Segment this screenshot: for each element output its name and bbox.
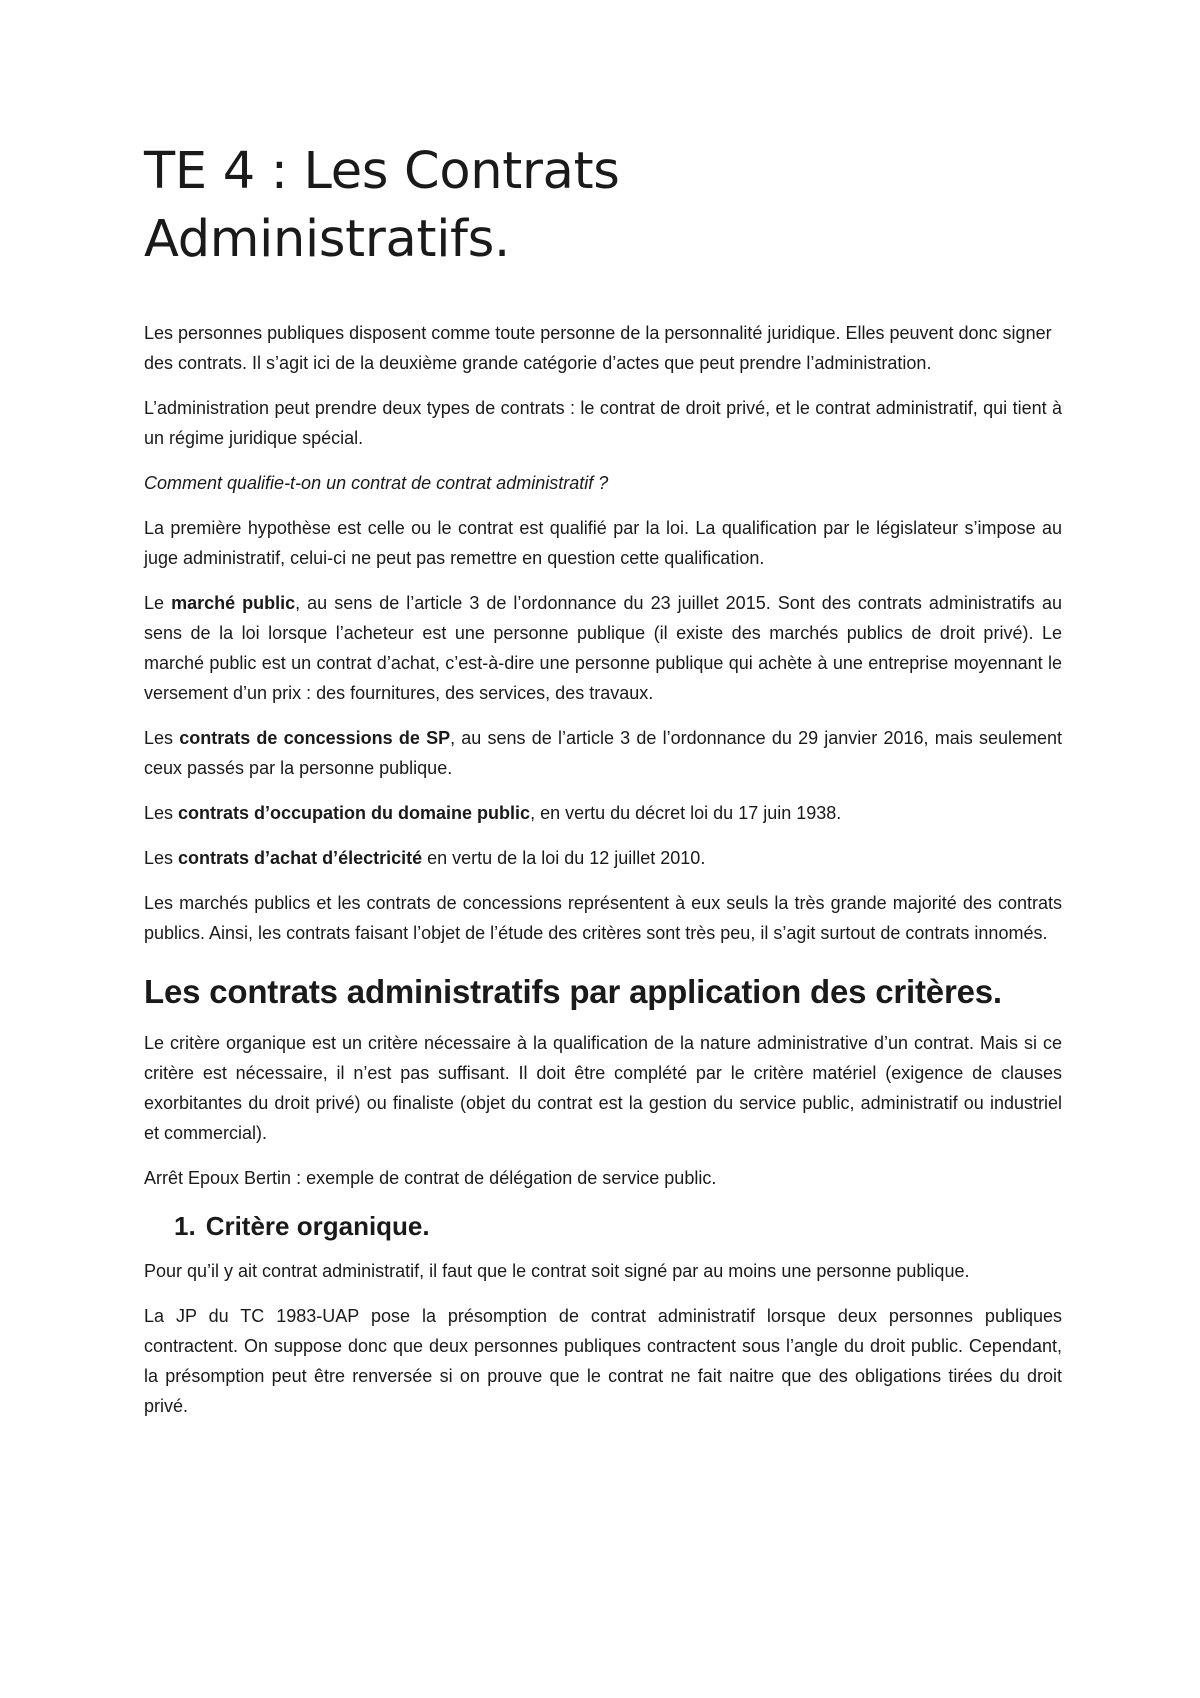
paragraph-organique: Pour qu’il y ait contrat administratif, il faut que le contrat soit signé par au moins une personne publique. [144,1261,970,1281]
text-run: , au sens de l’article 3 de l’ordonnance du 23 juillet 2015. Sont des contrats administratifs au sens de la loi lorsque l’acheteur est une personne publique (il existe des marchés publics de droit privé). Le marché public est un contrat d’achat, c’est-à-dire une personne publique qui achète à une entreprise moyennant le versement d’un prix : des fournitures, des services, des travaux. [144,593,1062,703]
text-run: , en vertu du décret loi du 17 juin 1938. [530,803,842,823]
question-text: Comment qualifie-t-on un contrat de contrat administratif ? [144,473,609,493]
subsection-title: Critère organique. [205,1211,430,1241]
title-line-1: TE 4 : Les Contrats [144,142,620,201]
text-run: Les [144,728,180,748]
text-run: Le [144,593,172,613]
paragraph-electricite [144,843,1062,873]
paragraph-arret: Arrêt Epoux Bertin : exemple de contrat de délégation de service public. [144,1168,717,1188]
bold-term-electricite: contrats d’achat d’électricité [178,848,423,868]
document-page [144,138,1062,1436]
subsection-number: 1. [174,1211,196,1241]
text-run: Les [144,803,179,823]
bold-term-occupation: contrats d’occupation du domaine public [178,803,531,823]
title-line-2: Administratifs. [144,210,510,269]
text-run: en vertu de la loi du 12 juillet 2010. [422,848,706,868]
paragraph-critere: Le critère organique est un critère nécessaire à la qualification de la nature administrative d’un contrat. Mais si ce critère est nécessaire, il n’est pas suffisant. Il doit être complété par le critère matériel (exigence de clauses exorbitantes du droit privé) ou finaliste (objet du contrat est la gestion du service public, administratif ou industriel et commercial). [144,1033,1062,1143]
paragraph-marche-public [144,588,1062,708]
paragraph-intro: Les personnes publiques disposent comme toute personne de la personnalité juridique. Elles peuvent donc signer des contrats. Il s’agit ici de la deuxième grande catégorie d’actes que peut prendre l’administration. [144,323,1052,373]
paragraph-types: L’administration peut prendre deux types de contrats : le contrat de droit privé, et le contrat administratif, qui tient à un régime juridique spécial. [144,398,1062,448]
subsection-heading [174,1208,1062,1244]
paragraph-hypothese: La première hypothèse est celle ou le contrat est qualifié par la loi. La qualification par le législateur s’impose au juge administratif, celui-ci ne peut pas remettre en question cette qualification. [144,518,1062,568]
paragraph-concessions [144,723,1062,783]
paragraph-occupation [144,798,1062,828]
section-heading: Les contrats administratifs par application des critères. [144,973,1002,1010]
text-run: , au sens de l’article 3 de l’ordonnance du 29 janvier 2016, mais seulement ceux passés par la personne publique. [144,728,1062,778]
paragraph-marches-concessions: Les marchés publics et les contrats de concessions représentent à eux seuls la très grande majorité des contrats publics. Ainsi, les contrats faisant l’objet de l’étude des critères sont très peu, il s’agit surtout de contrats innomés. [144,893,1062,943]
document-title [144,138,1062,274]
bold-term-marche-public: marché public [171,593,296,613]
bold-term-concessions: contrats de concessions de SP [179,728,451,748]
text-run: Les [144,848,179,868]
paragraph-jurisprudence: La JP du TC 1983-UAP pose la présomption de contrat administratif lorsque deux personnes publiques contractent. On suppose donc que deux personnes publiques contractent sous l’angle du droit public. Cependant, la présomption peut être renversée si on prouve que le contrat ne fait naitre que des obligations tirées du droit privé. [144,1306,1062,1416]
